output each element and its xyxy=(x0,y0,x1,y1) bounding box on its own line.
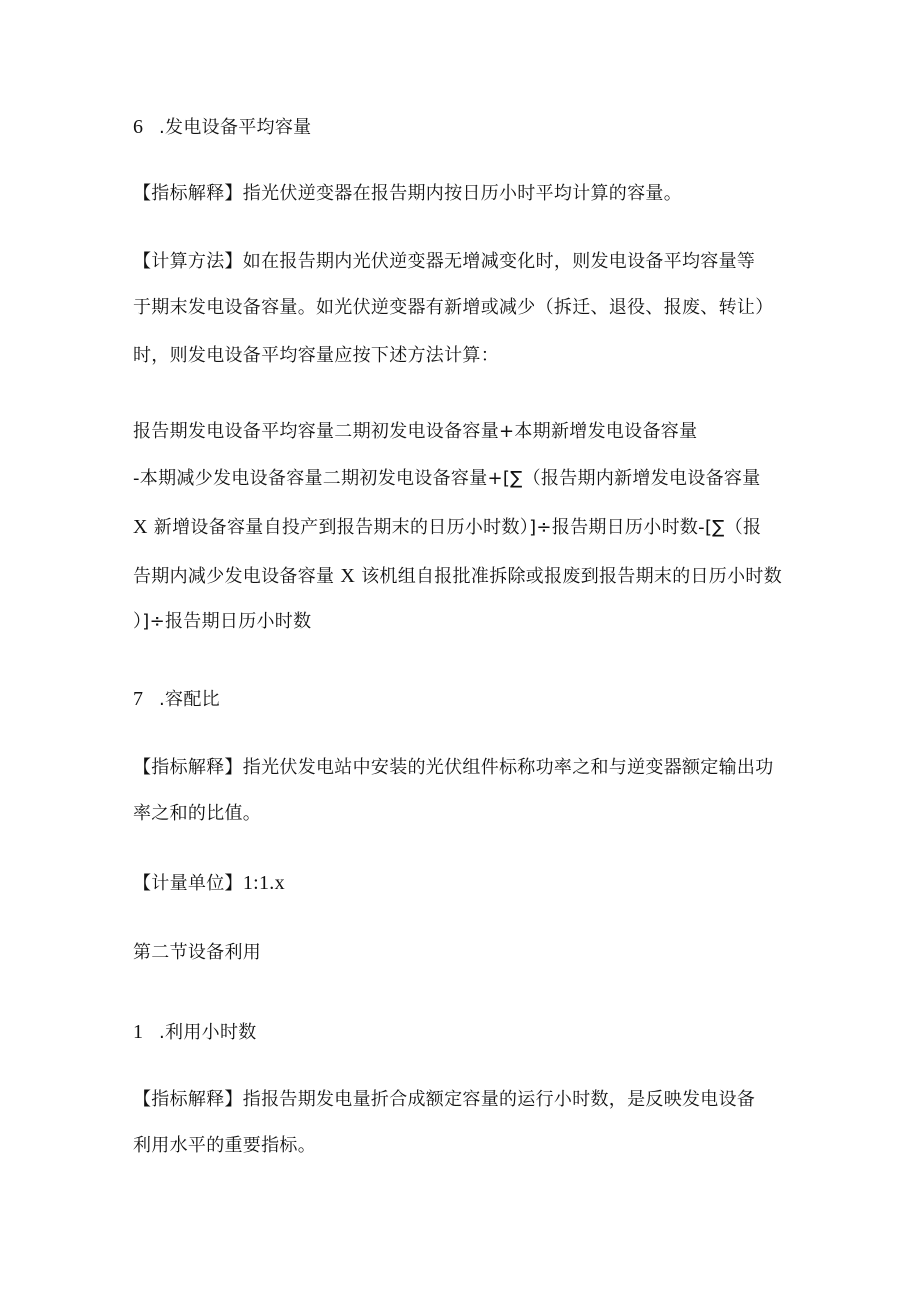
section-number: 1 xyxy=(133,1021,144,1043)
section-7-heading xyxy=(133,688,220,711)
chapter-title: 第二节设备利用 xyxy=(133,942,262,963)
section-7-definition-line-2: 率之和的比值。 xyxy=(133,803,262,824)
formula-line-5: ）]÷报告期日历小时数 xyxy=(133,611,312,632)
formula-line-3-text: 新增设备容量自投产到报告期末的日历小时数）]÷报告期日历小时数-[∑（报 xyxy=(147,517,762,538)
multiply-symbol: X xyxy=(133,516,148,538)
formula-line-4-text-a: 告期内减少发电设备容量 xyxy=(133,566,341,587)
section-6-method-line-1: 【计算方法】如在报告期内光伏逆变器无增减变化时，则发电设备平均容量等 xyxy=(133,251,756,272)
section-1-definition-line-2: 利用水平的重要指标。 xyxy=(133,1135,316,1156)
section-title: .发电设备平均容量 xyxy=(159,117,312,138)
section-title: .容配比 xyxy=(159,689,220,710)
section-1-definition-line-1: 【指标解释】指报告期发电量折合成额定容量的运行小时数，是反映发电设备 xyxy=(133,1089,756,1110)
unit-value: 1:1.x xyxy=(242,872,285,894)
formula-line-4 xyxy=(133,565,782,588)
formula-line-2: -本期减少发电设备容量二期初发电设备容量+[∑（报告期内新增发电设备容量 xyxy=(133,468,761,489)
unit-label: 【计量单位】 xyxy=(133,873,243,894)
section-6-method-line-3: 时，则发电设备平均容量应按下述方法计算： xyxy=(133,345,499,366)
formula-line-4-text-b: 该机组自报批准拆除或报废到报告期末的日历小时数 xyxy=(355,566,782,587)
section-6-definition: 【指标解释】指光伏逆变器在报告期内按日历小时平均计算的容量。 xyxy=(133,183,682,204)
section-6-heading xyxy=(133,116,311,139)
section-6-method-line-2: 于期末发电设备容量。如光伏逆变器有新增或减少（拆迁、退役、报废、转让） xyxy=(133,297,774,318)
formula-line-1: 报告期发电设备平均容量二期初发电设备容量+本期新增发电设备容量 xyxy=(133,421,698,442)
section-7-unit xyxy=(133,872,285,895)
multiply-symbol: X xyxy=(340,565,356,587)
section-number: 6 xyxy=(133,116,144,138)
section-number: 7 xyxy=(133,688,144,710)
section-1-heading xyxy=(133,1021,257,1044)
section-title: .利用小时数 xyxy=(159,1022,257,1043)
formula-line-3 xyxy=(133,516,761,539)
section-7-definition-line-1: 【指标解释】指光伏发电站中安装的光伏组件标称功率之和与逆变器额定输出功 xyxy=(133,757,774,778)
